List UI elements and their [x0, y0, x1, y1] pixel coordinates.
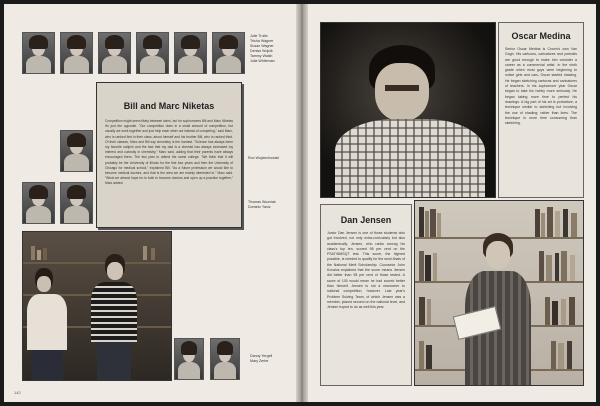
student-portrait — [22, 182, 55, 224]
student-portrait — [212, 32, 245, 74]
dan-title: Dan Jensen — [340, 215, 392, 225]
student-portrait — [98, 32, 131, 74]
name-line: Julia Whiteman — [250, 59, 275, 63]
caption-line: Thomas Wozniak — [248, 200, 276, 204]
dan-body: Junior Dan Jensen is one of those students who got involved, not only extra-curricularly but also academically. Jensen, who ranks among his class's top ten, scored 98 per cent on the PSAT/NMSQT test. This score, the highest possible, is needed to qualify for the semi-finals of the National Merit Scholarship. Counselor John Kovalus explained that the score means Jensen did better than 98 per cent of those tested. A score of 100 would mean he had scored better than himself. Jensen is not a newcomer to national competition, however. Last year's Problem Solving Team, of which Jensen was a member, placed second on the national level, and Jensen hoped to do as well this year. — [327, 231, 405, 310]
student-portrait — [210, 338, 240, 380]
student-portrait — [22, 32, 55, 74]
oscar-photo — [320, 22, 496, 198]
caption-line: Dominic Yaniz — [248, 205, 271, 209]
name-line: Tammy Walsh — [250, 54, 273, 58]
dan-photo — [414, 200, 584, 386]
page-number: 142 — [14, 390, 21, 395]
dan-text-box — [320, 204, 412, 386]
student-portrait — [136, 32, 169, 74]
student-portrait — [60, 130, 93, 172]
student-portrait — [60, 182, 93, 224]
student-portrait — [60, 32, 93, 74]
feature-title: Bill and Marc Niketas — [123, 101, 215, 111]
oscar-body: Senior Oscar Medina is Crown's own Van Gogh. His cartoons, caricatures and portraits are good enough to make him consider a career as a commercial artist. In the ninth grade when most guys were beginning to notice girls and cars, Oscar started drawing. He began sketching cartoons and caricatures of teachers. In his sophomore year Oscar began to take his hobby more seriously. He began taking more time to perfect his drawings. A big part of his art is portraiture, a technique similar to sketching but involving the use of shading; rather than lines. The technique is more time consuming than sketching. — [505, 47, 577, 126]
left-page — [4, 4, 296, 402]
caption-portraits — [248, 200, 276, 210]
student-portrait — [174, 32, 207, 74]
twins-photo — [22, 231, 172, 381]
portrait-names-top — [250, 34, 275, 64]
yearbook-spread — [4, 4, 596, 402]
caption-line: Mary Zerbe — [250, 359, 269, 363]
feature-body: Competition might seem likely between twins, but for sophomores Bill and Marc Niketas it's just the opposite. "Our competition does in a small amount of competition, but usually we work together and just help each other out instead of competing," said Marc, who is ranked first in their class, about himself and his brother Bill, who is ranked third. Of their classes, Marc and Bill say chemistry is the hardest. "Science has always been my favorite subject and the fact that my dad is a chemist has always increased my interest and curiosity in chemistry," Marc said, adding that their parents have always encouraged them. The two plan to attend the same college. "We think that it will probably be the University of Illinois for the first four years and then the University of Chicago for medical school," explained Bill. "As a future profession we would like to become medical doctors, and that is the area we are mainly interested in," Marc said. "What we almost hope for is both to become doctors and open up a practice together," Marc added. — [105, 119, 233, 186]
name-line: Denise Wojcik — [250, 49, 273, 53]
right-page — [308, 4, 596, 402]
caption-bottom-portraits — [250, 354, 272, 364]
oscar-text-box — [498, 22, 584, 198]
caption-line: Danny Yergell — [250, 354, 273, 358]
name-line: Trisha Wagner — [250, 39, 274, 43]
student-portrait — [174, 338, 204, 380]
oscar-title: Oscar Medina — [511, 31, 571, 41]
book-gutter — [296, 4, 308, 402]
caption-portrait: Ron Wojciechowski — [248, 156, 280, 160]
name-line: Julie Trubb — [250, 34, 268, 38]
feature-box-niketas — [96, 82, 242, 228]
name-line: Susan Wagner — [250, 44, 274, 48]
